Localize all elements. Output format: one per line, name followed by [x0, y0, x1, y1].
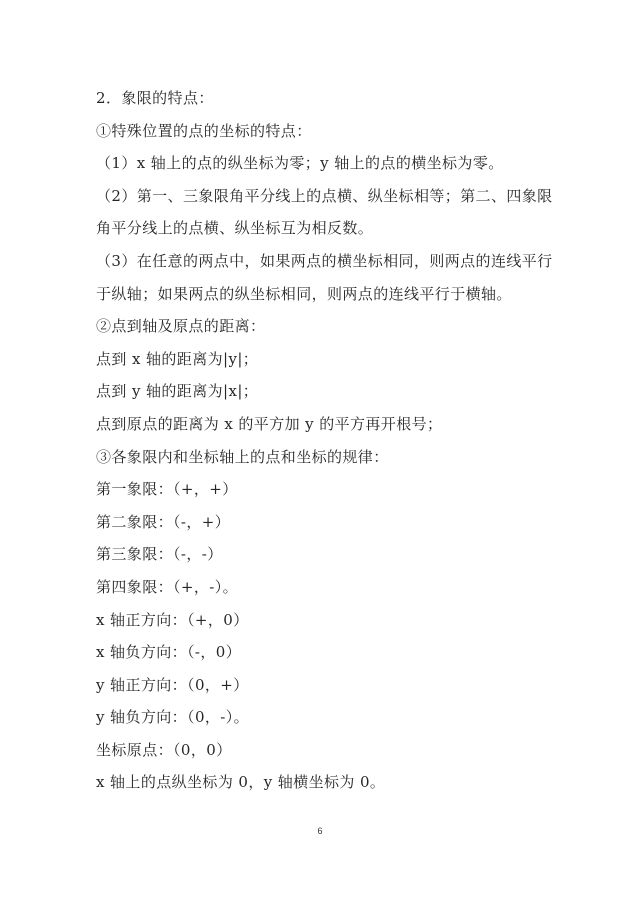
text-line: （2）第一、三象限角平分线上的点横、纵坐标相等；第二、四象限	[96, 186, 553, 205]
text-line: 角平分线上的点横、纵坐标互为相反数。	[96, 219, 374, 238]
quadrant-rule: 第一象限：（+，+）	[96, 480, 238, 499]
text-line: （1）x 轴上的点的纵坐标为零；y 轴上的点的横坐标为零。	[96, 154, 504, 173]
quadrant-rule: 第二象限：（-，+）	[96, 512, 231, 531]
subheading-quadrant-rules: ③各象限内和坐标轴上的点和坐标的规律：	[96, 447, 389, 466]
subheading-special-points: ①特殊位置的点的坐标的特点：	[96, 121, 312, 140]
body-text	[96, 82, 556, 799]
text-line: 点到原点的距离为 x 的平方加 y 的平方再开根号；	[96, 414, 443, 433]
text-line: 点到 x 轴的距离为|y|；	[96, 349, 259, 368]
text-line: 点到 y 轴的距离为|x|；	[96, 382, 259, 401]
axis-rule: x 轴正方向：（+，0）	[96, 610, 249, 629]
axis-rule: x 轴负方向：（-，0）	[96, 643, 242, 662]
text-line: （3）在任意的两点中，如果两点的横坐标相同，则两点的连线平行	[96, 251, 553, 270]
section-heading: 2．象限的特点：	[96, 89, 214, 107]
page-number: 6	[317, 826, 323, 836]
text-line: 于纵轴；如果两点的纵坐标相同，则两点的连线平行于横轴。	[96, 284, 512, 303]
quadrant-rule: 第三象限：（-，-）	[96, 545, 223, 564]
axis-rule: y 轴正方向：（0，+）	[96, 675, 249, 694]
text-line: x 轴上的点纵坐标为 0，y 轴横坐标为 0。	[96, 773, 386, 792]
axis-rule: y 轴负方向：（0，-）。	[96, 708, 250, 727]
origin-rule: 坐标原点：（0，0）	[96, 740, 232, 759]
quadrant-rule: 第四象限：（+，-）。	[96, 577, 239, 596]
subheading-distance: ②点到轴及原点的距离：	[96, 317, 266, 336]
